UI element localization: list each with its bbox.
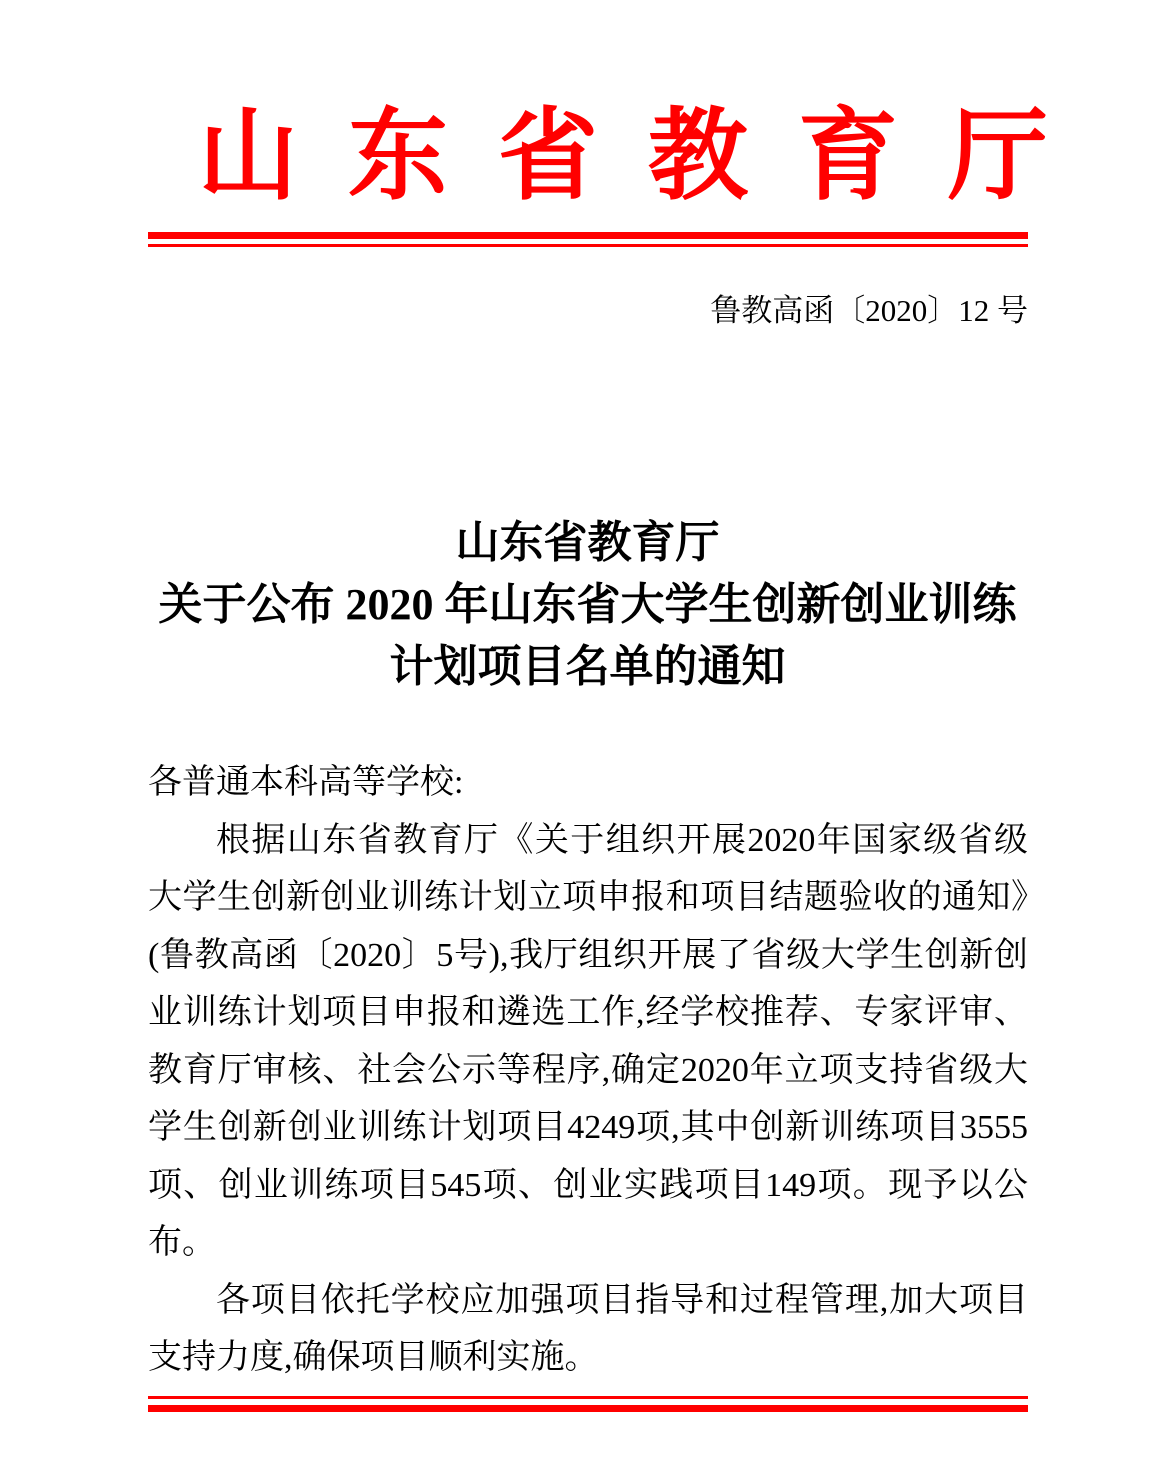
letterhead-org-name: 山东省教育厅 [198,101,1098,212]
letterhead-rule-thick [148,232,1028,239]
document-body [148,754,1028,1387]
letterhead-rule-thin [148,244,1028,247]
document-title [0,512,1175,698]
title-line-2: 关于公布 2020 年山东省大学生创新创业训练 [158,580,1017,629]
title-line-3: 计划项目名单的通知 [389,642,786,691]
footer-rule-thin [148,1396,1028,1399]
doc-number: 鲁教高函〔2020〕12 号 [710,293,1028,328]
salutation: 各普通本科高等学校: [148,764,464,801]
footer-rule-thick [148,1405,1028,1412]
paragraph-close: 各项目依托学校应加强项目指导和过程管理,加大项目支持力度,确保项目顺利实施。 [148,1281,1028,1376]
title-line-1: 山东省教育厅 [455,518,720,567]
paragraph-main: 根据山东省教育厅《关于组织开展2020年国家级省级大学生创新创业训练计划立项申报和项目结题验收的通知》(鲁教高函〔2020〕5号),我厅组织开展了省级大学生创新创业训练计划项目申报和遴选工作,经学校推荐、专家评审、教育厅审核、社会公示等程序,确定2020年立项支持省级大学生创新创业训练计划项目4249项,其中创新训练项目3555项、创业训练项目545项、创业实践项目149项。现予以公布。 [148,821,1028,1261]
